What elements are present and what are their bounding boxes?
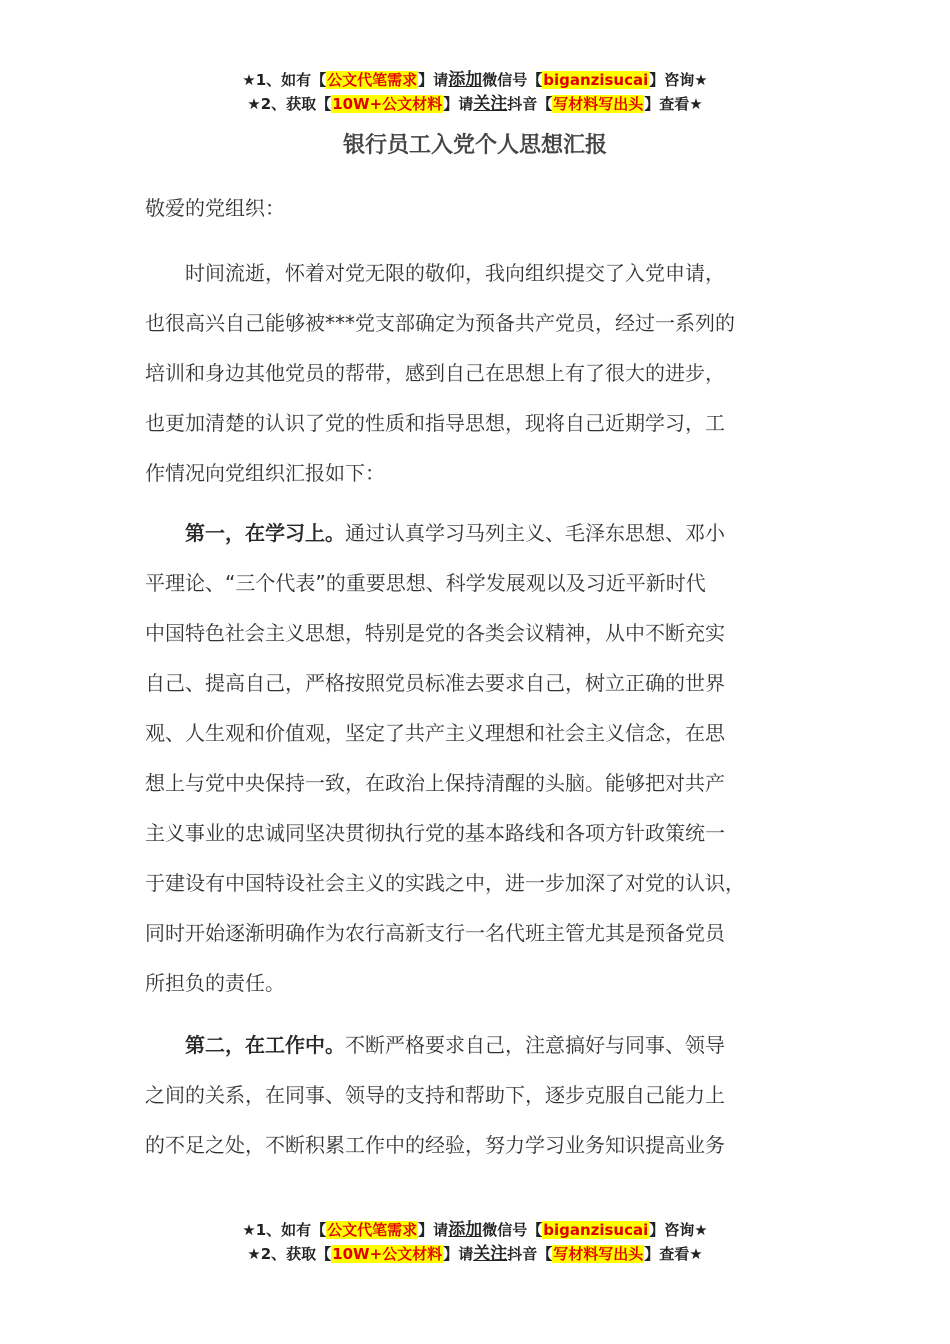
- promo-text: 】请: [418, 71, 449, 89]
- promo-text: 微信号【: [482, 71, 543, 89]
- promo-line-1: [0, 1218, 950, 1242]
- paragraph-line: 于建设有中国特设社会主义的实践之中，进一步加深了对党的认识，: [145, 871, 745, 895]
- salutation: 敬爱的党组织：: [145, 196, 285, 220]
- paragraph-lead: 第一，在学习上。: [185, 521, 345, 545]
- promo-text: 】请: [418, 1221, 449, 1239]
- promo-banner-top: [0, 68, 950, 116]
- promo-highlight: 写材料写出头: [553, 95, 644, 113]
- promo-text: ★1、如有【: [242, 1221, 327, 1239]
- paragraph-line: 培训和身边其他党员的帮带，感到自己在思想上有了很大的进步，: [145, 361, 725, 385]
- promo-highlight: 写材料写出头: [553, 1245, 644, 1263]
- paragraph-line: 也很高兴自己能够被***党支部确定为预备共产党员，经过一系列的: [145, 311, 735, 335]
- paragraph-work: [145, 1020, 835, 1170]
- promo-line-1: [0, 68, 950, 92]
- promo-text: ★2、获取【: [247, 1245, 332, 1263]
- promo-text: 抖音【: [507, 95, 553, 113]
- paragraph-line: 作情况向党组织汇报如下：: [145, 461, 385, 485]
- paragraph-text: 通过认真学习马列主义、毛泽东思想、邓小: [345, 521, 725, 545]
- promo-highlight: 公文代笔需求: [327, 1221, 418, 1239]
- promo-text: 】请: [443, 1245, 474, 1263]
- paragraph-line: 的不足之处，不断积累工作中的经验，努力学习业务知识提高业务: [145, 1133, 725, 1157]
- document-title: 银行员工入党个人思想汇报: [342, 133, 607, 158]
- promo-highlight: 10W+公文材料: [332, 1245, 443, 1263]
- promo-highlight: 公文代笔需求: [327, 71, 418, 89]
- promo-highlight: 10W+公文材料: [332, 95, 443, 113]
- promo-text: 】查看★: [644, 1245, 703, 1263]
- paragraph-line: [145, 1020, 835, 1070]
- promo-text: ★1、如有【: [242, 71, 327, 89]
- paragraph-line: 主义事业的忠诚同坚决贯彻执行党的基本路线和各项方针政策统一: [145, 821, 725, 845]
- promo-emphasis: 关注: [473, 1244, 508, 1264]
- paragraph-line: 平理论、“三个代表”的重要思想、科学发展观以及习近平新时代: [145, 571, 706, 595]
- paragraph-lead: 第二，在工作中。: [185, 1033, 345, 1057]
- paragraph-intro: [145, 248, 835, 498]
- paragraph-line: 同时开始逐渐明确作为农行高新支行一名代班主管尤其是预备党员: [145, 921, 725, 945]
- promo-text: 】咨询★: [649, 71, 708, 89]
- promo-text: 微信号【: [482, 1221, 543, 1239]
- promo-emphasis: 关注: [473, 94, 508, 114]
- promo-text: 抖音【: [507, 1245, 553, 1263]
- paragraph-text: 不断严格要求自己，注意搞好与同事、领导: [345, 1033, 725, 1057]
- paragraph-line: 观、人生观和价值观，坚定了共产主义理想和社会主义信念，在思: [145, 721, 725, 745]
- promo-emphasis: 添加: [448, 70, 483, 90]
- promo-text: ★2、获取【: [247, 95, 332, 113]
- paragraph-line: 也更加清楚的认识了党的性质和指导思想，现将自己近期学习，工: [145, 411, 725, 435]
- paragraph-line: 中国特色社会主义思想，特别是党的各类会议精神，从中不断充实: [145, 621, 725, 645]
- promo-banner-bottom: [0, 1218, 950, 1266]
- promo-text: 】请: [443, 95, 474, 113]
- promo-highlight: biganzisucai: [543, 71, 649, 89]
- promo-emphasis: 添加: [448, 1220, 483, 1240]
- promo-line-2: [0, 1242, 950, 1266]
- promo-highlight: biganzisucai: [543, 1221, 649, 1239]
- paragraph-line: 自己、提高自己，严格按照党员标准去要求自己，树立正确的世界: [145, 671, 725, 695]
- paragraph-line: 之间的关系，在同事、领导的支持和帮助下，逐步克服自己能力上: [145, 1083, 725, 1107]
- promo-text: 】咨询★: [649, 1221, 708, 1239]
- paragraph-study: [145, 508, 835, 1008]
- paragraph-line: 时间流逝，怀着对党无限的敬仰，我向组织提交了入党申请，: [185, 261, 725, 285]
- paragraph-line: 所担负的责任。: [145, 971, 285, 995]
- promo-text: 】查看★: [644, 95, 703, 113]
- paragraph-line: 想上与党中央保持一致，在政治上保持清醒的头脑。能够把对共产: [145, 771, 725, 795]
- paragraph-line: [145, 508, 835, 558]
- promo-line-2: [0, 92, 950, 116]
